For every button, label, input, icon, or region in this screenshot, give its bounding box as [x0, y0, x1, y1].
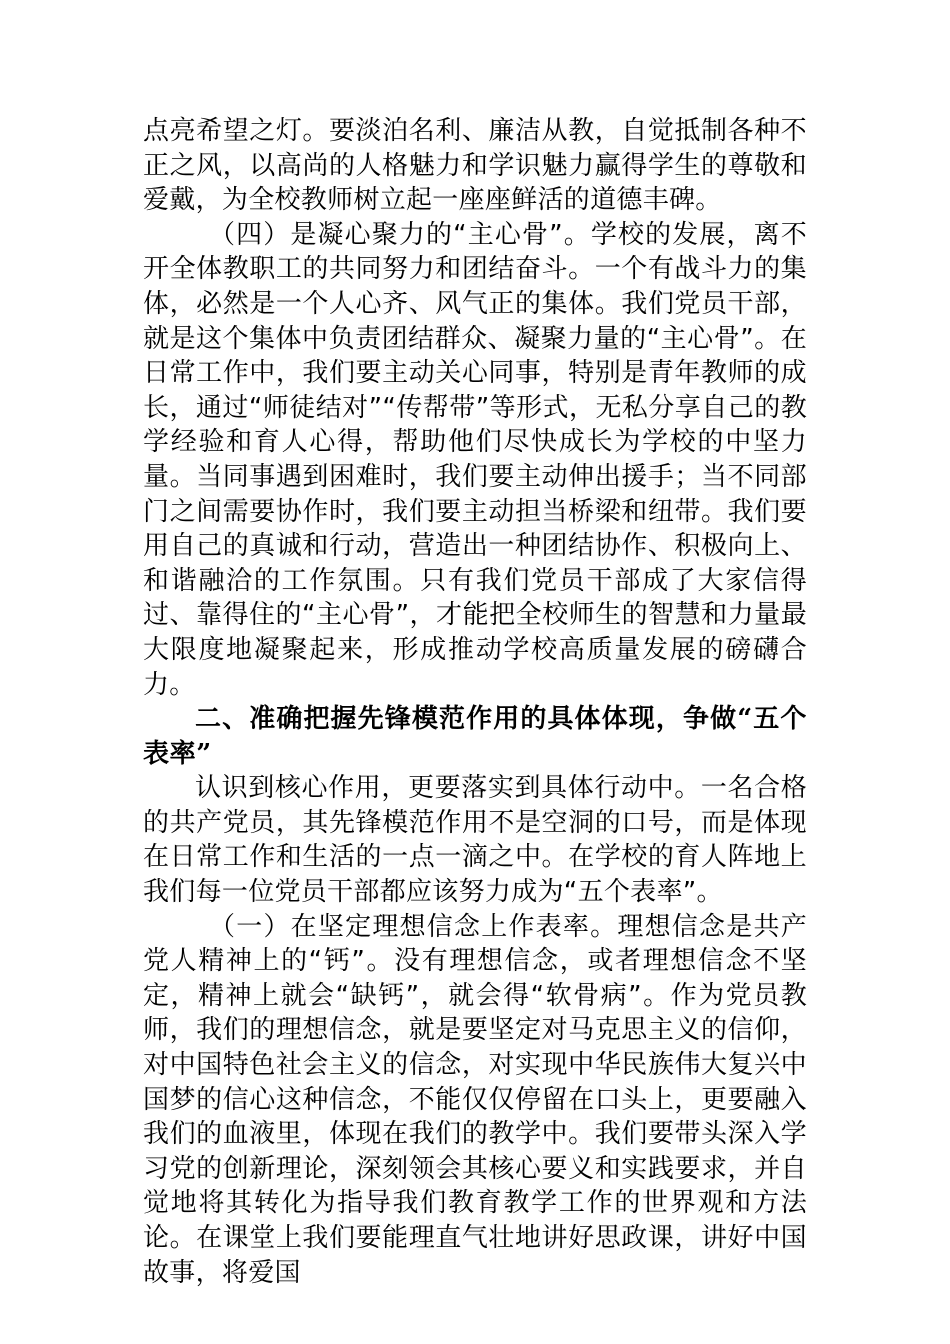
paragraph-intro-five-models: 认识到核心作用，更要落实到具体行动中。一名合格的共产党员，其先锋模范作用不是空洞的口号，而是体现在日常工作和生活的一点一滴之中。在学校的育人阵地上我们每一位党员干部都应该努力成为“五个表率”。: [143, 773, 807, 908]
paragraph-section-one: （一）在坚定理想信念上作表率。理想信念是共产党人精神上的“钙”。没有理想信念，或者理想信念不坚定，精神上就会“缺钙”，就会得“软骨病”。作为党员教师，我们的理想信念，就是要坚定对马克思主义的信仰，对中国特色社会主义的信念，对实现中华民族伟大复兴中国梦的信心这种信念，不能仅仅停留在口头上，更要融入我们的血液里，体现在我们的教学中。我们要带头深入学习党的创新理论，深刻领会其核心要义和实践要求，并自觉地将其转化为指导我们教育教学工作的世界观和方法论。在课堂上我们要能理直气壮地讲好思政课，讲好中国故事，将爱国: [143, 911, 807, 1288]
paragraph-continuation: 点亮希望之灯。要淡泊名利、廉洁从教，自觉抵制各种不正之风，以高尚的人格魅力和学识魅力赢得学生的尊敬和爱戴，为全校教师树立起一座座鲜活的道德丰碑。: [143, 116, 807, 216]
section-heading-two: 二、准确把握先锋模范作用的具体体现，争做“五个表率”: [143, 704, 807, 769]
document-page: [143, 114, 807, 1290]
paragraph-section-four: （四）是凝心聚力的“主心骨”。学校的发展，离不开全体教职工的共同努力和团结奋斗。一个有战斗力的集体，必然是一个人心齐、风气正的集体。我们党员干部，就是这个集体中负责团结群众、凝聚力量的“主心骨”。在日常工作中，我们要主动关心同事，特别是青年教师的成长，通过“师徒结对”“传帮带”等形式，无私分享自己的教学经验和育人心得，帮助他们尽快成长为学校的中坚力量。当同事遇到困难时，我们要主动伸出援手；当不同部门之间需要协作时，我们要主动担当桥梁和纽带。我们要用自己的真诚和行动，营造出一种团结协作、积极向上、和谐融洽的工作氛围。只有我们党员干部成了大家信得过、靠得住的“主心骨”，才能把全校师生的智慧和力量最大限度地凝聚起来，形成推动学校高质量发展的磅礴合力。: [143, 219, 807, 700]
